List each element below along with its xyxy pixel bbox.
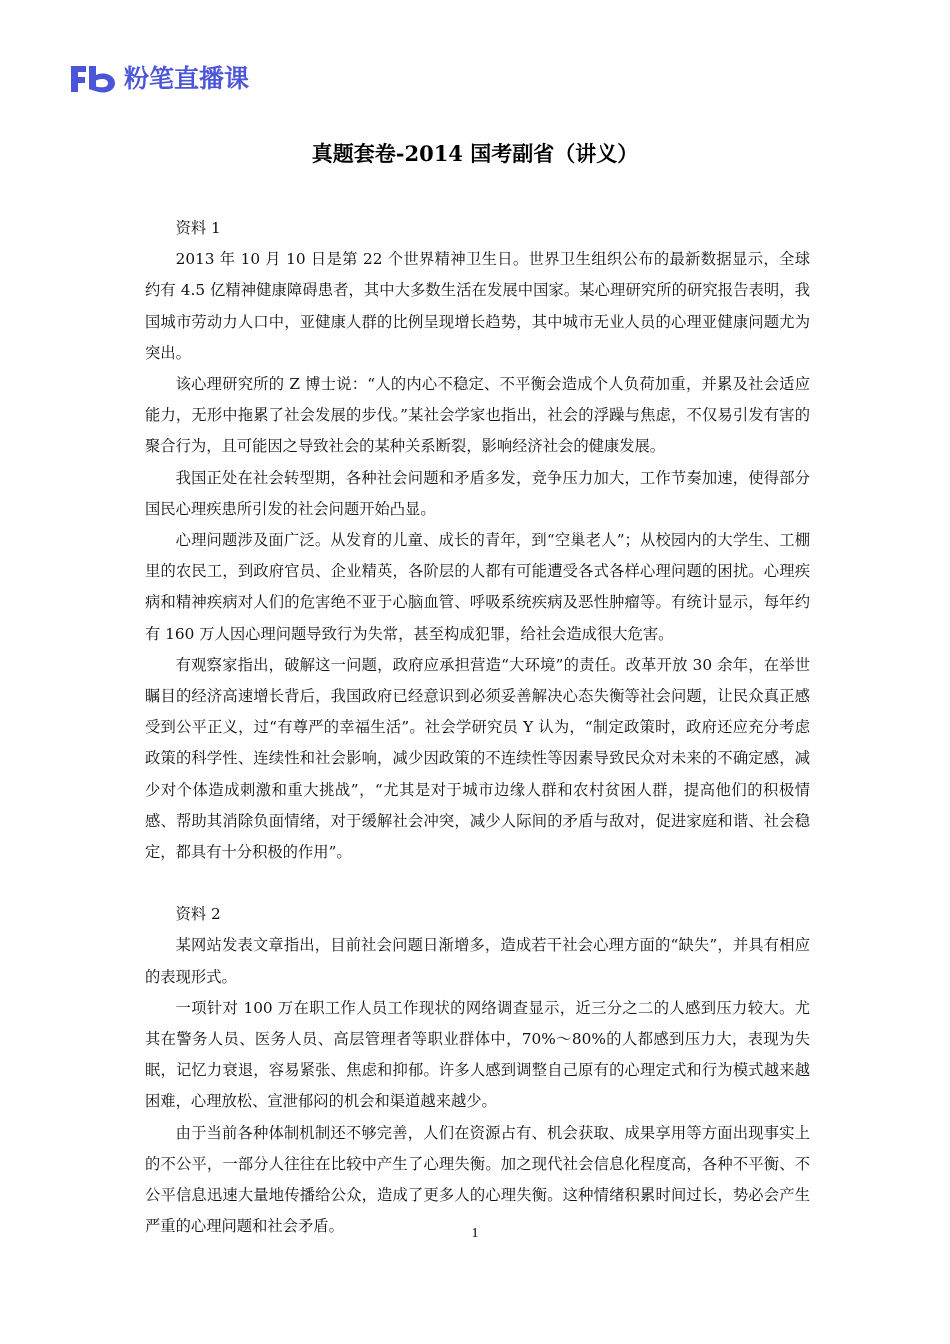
document-title: 真题套卷-2014 国考副省（讲义） xyxy=(311,141,639,167)
paragraph: 该心理研究所的 Z 博士说：“人的内心不稳定、不平衡会造成个人负荷加重，并累及社会适应能力，无形中拖累了社会发展的步伐。”某社会学家也指出，社会的浮躁与焦虑，不仅易引发有害的聚合行为，且可能因之导致社会的某种关系断裂，影响经济社会的健康发展。 xyxy=(145,375,810,456)
logo-text: 粉笔直播课 xyxy=(124,64,250,93)
paragraph: 由于当前各种体制机制还不够完善，人们在资源占有、机会获取、成果享用等方面出现事实上的不公平，一部分人往往在比较中产生了心理失衡。加之现代社会信息化程度高，各种不平衡、不公平信息迅速大量地传播给公众，造成了更多人的心理失衡。这种情绪积累时间过长，势必会产生严重的心理问题和社会矛盾。 xyxy=(145,1123,810,1236)
paragraph: 一项针对 100 万在职工作人员工作现状的网络调查显示，近三分之二的人感到压力较大。尤其在警务人员、医务人员、高层管理者等职业群体中，70%～80%的人都感到压力大，表现为失眠，记忆力衰退，容易紧张、焦虑和抑郁。许多人感到调整自己原有的心理定式和行为模式越来越困难，心理放松、宣泄郁闷的机会和渠道越来越少。 xyxy=(145,998,810,1111)
page-number: 1 xyxy=(471,1226,479,1241)
paragraph: 心理问题涉及面广泛。从发育的儿童、成长的青年，到“空巢老人”；从校园内的大学生、工棚里的农民工，到政府官员、企业精英，各阶层的人都有可能遭受各式各样心理问题的困扰。心理疾病和精神疾病对人们的危害绝不亚于心脑血管、呼吸系统疾病及恶性肿瘤等。有统计显示，每年约有 160 万人因心理问题导致行为失常，甚至构成犯罪，给社会造成很大危害。 xyxy=(145,531,810,643)
paragraph: 有观察家指出，破解这一问题，政府应承担营造“大环境”的责任。改革开放 30 余年，在举世瞩目的经济高速增长背后，我国政府已经意识到必须妥善解决心态失衡等社会问题，让民众真正感受到公平正义，过“有尊严的幸福生活”。社会学研究员 Y 认为，“制定政策时，政府还应充分考虑政策的科学性、连续性和社会影响，减少因政策的不连续性等因素导致民众对未来的不确定感，减少对个体造成刺激和重大挑战”，“尤其是对于城市边缘人群和农村贫困人群，提高他们的积极情感、帮助其消除负面情绪，对于缓解社会冲突，减少人际间的矛盾与敌对，促进家庭和谐、社会稳定，都具有十分积极的作用”。 xyxy=(145,655,810,862)
section-heading: 资料 2 xyxy=(175,905,221,924)
fenbi-logo-icon xyxy=(68,62,118,96)
brand-logo xyxy=(68,62,249,96)
material-section-1 xyxy=(145,213,810,868)
document-body xyxy=(145,213,810,1243)
paragraph: 2013 年 10 月 10 日是第 22 个世界精神卫生日。世界卫生组织公布的最新数据显示，全球约有 4.5 亿精神健康障碍患者，其中大多数生活在发展中国家。某心理研究所的研究报告表明，我国城市劳动力人口中，亚健康人群的比例呈现增长趋势，其中城市无业人员的心理亚健康问题尤为突出。 xyxy=(145,250,810,362)
section-heading: 资料 1 xyxy=(175,219,221,237)
paragraph: 我国正处在社会转型期，各种社会问题和矛盾多发，竞争压力加大，工作节奏加速，使得部分国民心理疾患所引发的社会问题开始凸显。 xyxy=(145,468,810,518)
paragraph: 某网站发表文章指出，目前社会问题日渐增多，造成若干社会心理方面的“缺失”，并具有相应的表现形式。 xyxy=(145,936,810,986)
material-section-2 xyxy=(145,899,810,1242)
